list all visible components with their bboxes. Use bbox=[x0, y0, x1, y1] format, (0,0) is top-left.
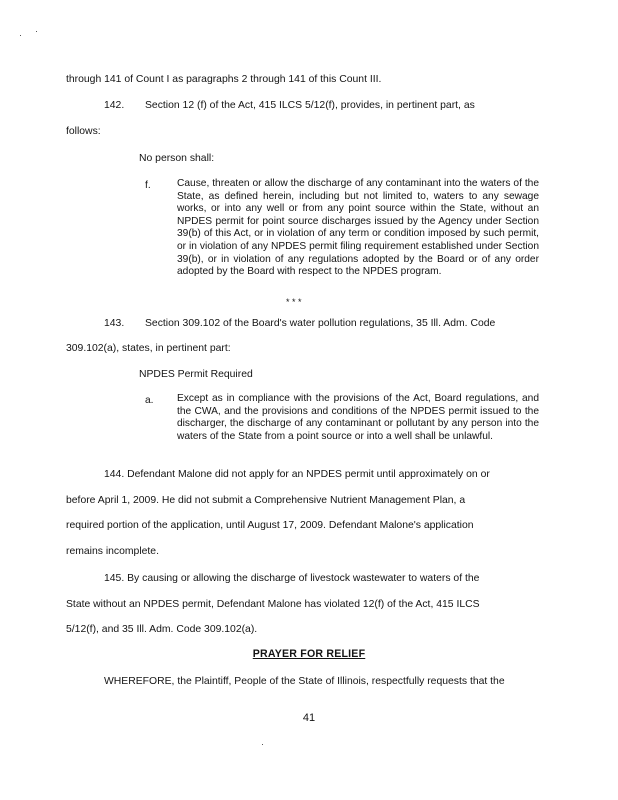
scan-speck bbox=[20, 35, 21, 36]
subsection-a-marker: a. bbox=[145, 395, 154, 406]
npdes-permit-required-heading: NPDES Permit Required bbox=[139, 369, 253, 380]
subsection-f-marker: f. bbox=[145, 180, 151, 191]
wherefore-line: WHEREFORE, the Plaintiff, People of the State of Illinois, respectfully requests that the bbox=[104, 676, 505, 687]
paragraph-142-continuation: follows: bbox=[66, 126, 101, 137]
paragraph-143-text: Section 309.102 of the Board's water pollution regulations, 35 Ill. Adm. Code bbox=[145, 318, 496, 329]
paragraph-144-line-2: before April 1, 2009. He did not submit a Comprehensive Nutrient Management Plan, a bbox=[66, 495, 466, 506]
paragraph-143-continuation: 309.102(a), states, in pertinent part: bbox=[66, 343, 231, 354]
scan-speck bbox=[36, 31, 37, 32]
scan-speck bbox=[262, 744, 263, 745]
paragraph-number-142: 142. bbox=[104, 100, 125, 111]
paragraph-number-143: 143. bbox=[104, 318, 125, 329]
subsection-a-text: Except as in compliance with the provisions of the Act, Board regulations, and the CWA, and the provisions and conditions of the NPDES permit issued to the discharger, the discharge of any contaminant or pollutant by any person into the waters of the State from a point source or into a well shall be unlawful. bbox=[177, 393, 539, 442]
page-number: 41 bbox=[302, 712, 316, 724]
subsection-f-text: Cause, threaten or allow the discharge of any contaminant into the waters of the State, as defined herein, including but not limited to, waters to any sewage works, or into any well or from any point source within the State, without an NPDES permit for point source discharges issued by the Agency under Section 39(b) of this Act, or in violation of any term or condition imposed by such permit, or in violation of any NPDES permit filing requirement established under Section 39(b), or in violation of any regulations adopted by the Board or of any order adopted by the Board with respect to the NPDES program. bbox=[177, 178, 539, 278]
ellipsis-marker: * * * bbox=[286, 297, 302, 307]
paragraph-144-line-3: required portion of the application, until August 17, 2009. Defendant Malone's application bbox=[66, 520, 474, 531]
quote-intro-no-person: No person shall: bbox=[139, 153, 215, 164]
paragraph-141-continuation: through 141 of Count I as paragraphs 2 through 141 of this Count III. bbox=[66, 74, 382, 85]
paragraph-145-line-2: State without an NPDES permit, Defendant Malone has violated 12(f) of the Act, 415 ILCS bbox=[66, 599, 480, 610]
paragraph-144-line-4: remains incomplete. bbox=[66, 546, 159, 557]
paragraph-142-text: Section 12 (f) of the Act, 415 ILCS 5/12(f), provides, in pertinent part, as bbox=[145, 100, 475, 111]
paragraph-144-line-1: 144. Defendant Malone did not apply for an NPDES permit until approximately on or bbox=[104, 469, 490, 480]
paragraph-145-line-1: 145. By causing or allowing the discharge of livestock wastewater to waters of the bbox=[104, 573, 480, 584]
paragraph-145-line-3: 5/12(f), and 35 Ill. Adm. Code 309.102(a). bbox=[66, 624, 258, 635]
prayer-for-relief-heading: PRAYER FOR RELIEF bbox=[252, 648, 366, 660]
